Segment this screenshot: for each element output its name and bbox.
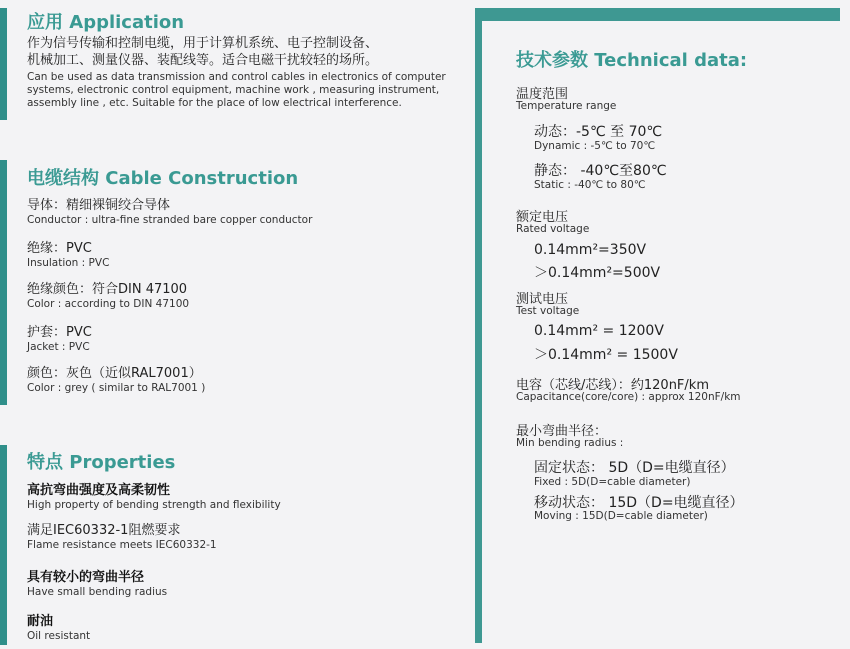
construction-item (27, 241, 109, 270)
property-item-cn: 满足IEC60332-1阻燃要求 (27, 523, 181, 538)
property-item-en: Have small bending radius (27, 586, 168, 598)
construction-item (27, 325, 92, 354)
application-en-line1: Can be used as data transmission and control cables in electronics of computer (27, 71, 446, 83)
bending-fixed-en: Fixed : 5D(D=cable diameter) (534, 476, 691, 488)
construction-item-cn: 绝缘：PVC (27, 241, 92, 256)
application-cn-line1: 作为信号传输和控制电缆，用于计算机系统、电子控制设备、 (27, 36, 379, 51)
rated-voltage-value-1: 0.14mm²=350V (534, 242, 647, 258)
test-voltage-value-2: ＞0.14mm² = 1500V (534, 347, 678, 363)
property-item-en: Flame resistance meets IEC60332-1 (27, 539, 217, 551)
properties-title: 特点 Properties (27, 452, 176, 473)
construction-item-cn: 颜色：灰色（近似RAL7001） (27, 366, 202, 381)
construction-item (27, 366, 205, 395)
technical-side-bar (475, 8, 482, 643)
test-voltage-en: Test voltage (516, 305, 580, 317)
bending-moving-cn: 移动状态： 15D（D=电缆直径） (534, 495, 744, 511)
application-en-line3: assembly line , etc. Suitable for the place of low electrical interference. (27, 97, 402, 109)
construction-item-en: Insulation : PVC (27, 257, 110, 269)
application-title: 应用 Application (27, 12, 185, 33)
property-item-en: High property of bending strength and flexibility (27, 499, 281, 511)
application-en-line2: systems, electronic control equipment, machine work , measuring instrument, (27, 84, 440, 96)
test-voltage-value-1: 0.14mm² = 1200V (534, 323, 664, 339)
test-voltage-cn: 测试电压 (516, 292, 569, 307)
construction-item (27, 282, 189, 311)
technical-title: 技术参数 Technical data: (516, 50, 748, 71)
property-item (27, 610, 90, 643)
property-item-cn: 耐油 (27, 614, 54, 629)
rated-voltage-en: Rated voltage (516, 223, 590, 235)
property-item (27, 523, 217, 552)
temp-static-en: Static : -40℃ to 80℃ (534, 179, 646, 191)
temp-static-cn: 静态： -40℃至80℃ (534, 163, 667, 179)
construction-item-cn: 护套：PVC (27, 325, 92, 340)
bending-fixed-cn: 固定状态： 5D（D=电缆直径） (534, 460, 735, 476)
temp-dynamic-cn: 动态：-5℃ 至 70℃ (534, 124, 663, 140)
bending-radius-en: Min bending radius : (516, 437, 624, 449)
rated-voltage-cn: 额定电压 (516, 210, 569, 225)
construction-accent-bar (0, 160, 7, 405)
bending-radius-cn: 最小弯曲半径： (516, 424, 608, 439)
technical-top-bar (475, 8, 840, 21)
application-accent-bar (0, 8, 7, 120)
property-item-en: Oil resistant (27, 630, 91, 642)
construction-item-cn: 绝缘颜色：符合DIN 47100 (27, 282, 188, 297)
construction-item-en: Jacket : PVC (27, 341, 90, 353)
property-item (27, 566, 167, 599)
property-item-cn: 具有较小的弯曲半径 (27, 570, 145, 585)
construction-item-cn: 导体：精细裸铜绞合导体 (27, 198, 171, 213)
construction-title: 电缆结构 Cable Construction (27, 168, 299, 189)
construction-item-en: Color : grey ( similar to RAL7001 ) (27, 382, 206, 394)
property-item (27, 479, 281, 512)
temp-range-cn: 温度范围 (516, 87, 569, 102)
capacitance-cn: 电容（芯线/芯线）：约120nF/km (516, 378, 709, 393)
construction-item-en: Conductor : ultra-fine stranded bare copper conductor (27, 214, 313, 226)
properties-accent-bar (0, 445, 7, 645)
rated-voltage-value-2: ＞0.14mm²=500V (534, 265, 661, 281)
bending-moving-en: Moving : 15D(D=cable diameter) (534, 510, 708, 522)
temp-dynamic-en: Dynamic : -5℃ to 70℃ (534, 140, 656, 152)
application-cn-line2: 机械加工、测量仪器、装配线等。适合电磁干扰较轻的场所。 (27, 53, 379, 68)
capacitance-en: Capacitance(core/core) : approx 120nF/km (516, 391, 741, 403)
property-item-cn: 高抗弯曲强度及高柔韧性 (27, 483, 171, 498)
temp-range-en: Temperature range (516, 100, 617, 112)
construction-item-en: Color : according to DIN 47100 (27, 298, 190, 310)
construction-item (27, 198, 312, 227)
